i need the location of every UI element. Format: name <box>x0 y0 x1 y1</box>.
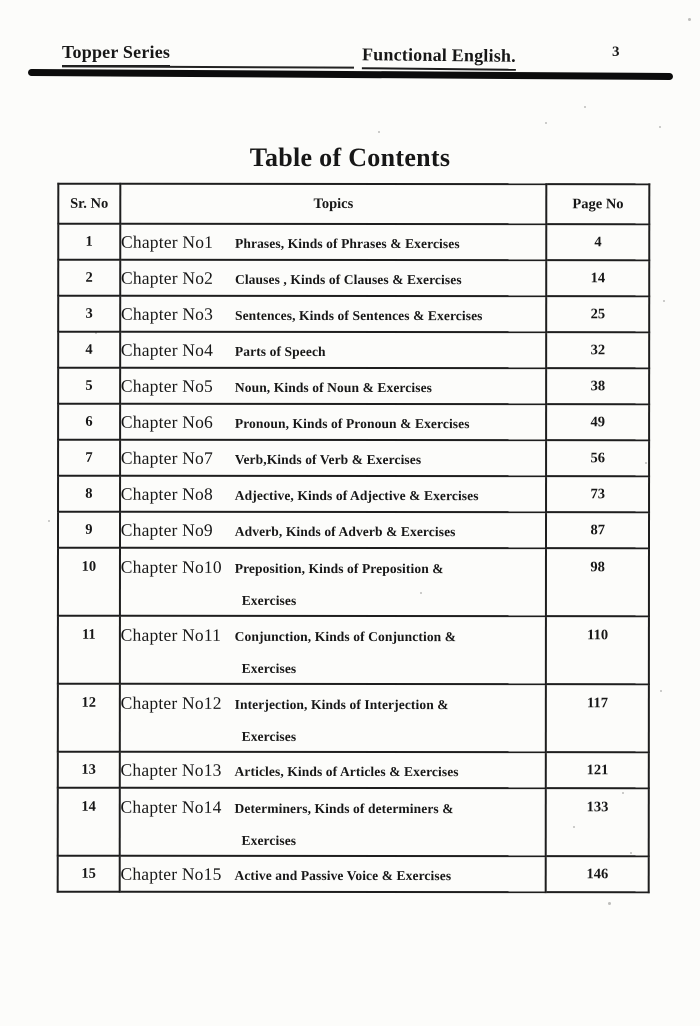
topic-cell <box>120 616 547 684</box>
topic-cell <box>120 296 547 332</box>
chapter-label: Chapter No13 <box>120 759 222 780</box>
page-no-cell: 73 <box>546 476 649 512</box>
chapter-label: Chapter No9 <box>120 519 213 540</box>
topic-text: Clauses , Kinds of Clauses & Exercises <box>234 271 462 287</box>
chapter-label: Chapter No8 <box>120 483 213 504</box>
chapter-label: Chapter No12 <box>120 692 222 713</box>
col-header-page-no: Page No <box>547 184 650 224</box>
table-row <box>58 616 649 685</box>
topic-line1 <box>121 519 546 540</box>
page-no-cell: 110 <box>546 616 649 684</box>
topic-cell <box>120 752 547 788</box>
scan-noise-dot <box>584 106 586 108</box>
topic-cell <box>120 368 547 404</box>
scan-noise-dot <box>622 792 624 794</box>
topic-line1 <box>121 339 546 360</box>
table-row <box>58 368 649 405</box>
table-row <box>58 404 649 441</box>
topic-text-line2: Exercises <box>241 660 297 676</box>
page-no-cell: 14 <box>547 260 650 296</box>
chapter-label: Chapter No10 <box>120 556 222 577</box>
sr-no-cell: 5 <box>58 368 120 404</box>
topic-cell <box>120 260 547 296</box>
series-title: Topper Series <box>62 42 170 67</box>
topic-line1 <box>121 411 546 432</box>
topic-text: Active and Passive Voice & Exercises <box>234 867 452 883</box>
topic-cell <box>120 548 547 616</box>
topic-line1 <box>121 549 546 578</box>
topic-line1 <box>121 789 546 818</box>
sr-no-cell: 8 <box>58 476 120 512</box>
topic-text: Conjunction, Kinds of Conjunction & <box>234 628 457 645</box>
sr-no-cell: 15 <box>58 856 120 892</box>
topic-text: Noun, Kinds of Noun & Exercises <box>234 379 433 395</box>
book-title: Functional English. <box>362 44 516 71</box>
topic-text: Determiners, Kinds of determiners & <box>234 800 454 817</box>
sr-no-cell: 2 <box>58 260 120 296</box>
scan-noise-dot <box>663 300 665 302</box>
table-row <box>58 752 649 789</box>
topic-text-line2: Exercises <box>241 832 297 848</box>
table-row <box>58 224 649 261</box>
sr-no-cell: 12 <box>58 684 120 752</box>
page-no-cell: 121 <box>546 752 649 788</box>
sr-no-cell: 7 <box>58 440 120 476</box>
scan-noise-dot <box>630 852 632 854</box>
topic-cell <box>119 788 546 856</box>
chapter-label: Chapter No4 <box>120 339 214 360</box>
table-header-row <box>58 184 649 225</box>
table-row <box>58 548 649 617</box>
scan-noise-dot <box>420 592 422 594</box>
table-row <box>58 332 649 369</box>
topic-text: Articles, Kinds of Articles & Exercises <box>234 763 459 779</box>
topic-line1 <box>121 685 546 714</box>
chapter-label: Chapter No3 <box>120 303 214 324</box>
table-row <box>58 296 649 333</box>
topic-text: Pronoun, Kinds of Pronoun & Exercises <box>234 415 470 431</box>
page-no-cell: 38 <box>546 368 649 404</box>
col-header-sr-no: Sr. No <box>58 184 120 224</box>
page-no-cell: 32 <box>547 332 650 368</box>
scan-noise-dot <box>608 902 611 905</box>
scan-noise-dot <box>688 18 691 21</box>
chapter-label: Chapter No2 <box>120 267 214 288</box>
scan-noise-dot <box>48 520 50 522</box>
page-no-cell: 98 <box>546 548 649 616</box>
sr-no-cell: 9 <box>58 512 120 548</box>
page-no-cell: 56 <box>546 440 649 476</box>
sr-no-cell: 3 <box>58 296 120 332</box>
topic-text: Adjective, Kinds of Adjective & Exercises <box>234 487 479 503</box>
chapter-label: Chapter No6 <box>120 411 214 432</box>
topic-text-line2: Exercises <box>241 592 297 608</box>
topic-cell <box>120 440 547 476</box>
page-no-cell: 25 <box>547 296 650 332</box>
topic-text: Phrases, Kinds of Phrases & Exercises <box>235 235 460 251</box>
col-header-topics: Topics <box>120 184 547 224</box>
header-underline-rule <box>62 65 354 68</box>
toc-table <box>57 183 651 894</box>
toc-title: Table of Contents <box>249 143 451 172</box>
topic-cell <box>120 476 547 512</box>
topic-text: Preposition, Kinds of Preposition & <box>234 560 444 577</box>
topic-line1 <box>121 231 546 252</box>
page-no-cell: 133 <box>546 788 649 856</box>
topic-text: Interjection, Kinds of Interjection & <box>234 696 449 713</box>
page-no-cell: 87 <box>546 512 649 548</box>
page-no-cell: 117 <box>546 684 649 752</box>
topic-cell <box>120 512 547 548</box>
topic-line1 <box>121 447 546 468</box>
topic-line1 <box>121 303 546 324</box>
chapter-label: Chapter No1 <box>121 231 214 252</box>
scan-noise-dot <box>573 826 575 828</box>
topic-line1 <box>121 759 546 780</box>
topic-cell <box>119 856 546 892</box>
chapter-label: Chapter No14 <box>120 796 222 817</box>
chapter-label: Chapter No5 <box>120 375 214 396</box>
topic-line1 <box>121 483 546 504</box>
topic-line1 <box>121 375 546 396</box>
page-no-cell: 4 <box>547 224 650 260</box>
sr-no-cell: 1 <box>58 224 120 260</box>
topic-line1 <box>120 863 545 884</box>
topic-text: Parts of Speech <box>234 343 326 359</box>
chapter-label: Chapter No15 <box>120 863 222 884</box>
scan-noise-dot <box>545 122 547 124</box>
topic-line1 <box>121 267 546 288</box>
page-number: 3 <box>612 44 620 60</box>
topic-cell <box>120 224 547 260</box>
page-no-cell: 49 <box>546 404 649 440</box>
topic-text: Verb,Kinds of Verb & Exercises <box>234 451 422 467</box>
scan-noise-dot <box>95 332 97 334</box>
table-row <box>58 512 649 549</box>
topic-cell <box>120 404 547 440</box>
chapter-label: Chapter No11 <box>120 624 222 645</box>
topic-line1 <box>121 617 546 646</box>
topic-text: Sentences, Kinds of Sentences & Exercises <box>234 307 483 323</box>
scan-noise-dot <box>660 690 662 692</box>
topic-text-line2: Exercises <box>241 728 297 744</box>
table-row <box>58 788 649 857</box>
topic-cell <box>120 332 547 368</box>
sr-no-cell: 11 <box>58 616 120 684</box>
sr-no-cell: 4 <box>58 332 120 368</box>
page-no-cell: 146 <box>546 856 649 892</box>
table-row <box>58 440 649 477</box>
scan-noise-dot <box>378 131 380 133</box>
header-divider-rule <box>28 69 673 80</box>
sr-no-cell: 14 <box>58 788 120 856</box>
scan-noise-dot <box>645 462 647 464</box>
table-row <box>58 260 649 297</box>
topic-text: Adverb, Kinds of Adverb & Exercises <box>234 523 456 539</box>
chapter-label: Chapter No7 <box>120 447 213 468</box>
table-row <box>58 684 649 753</box>
scan-noise-dot <box>659 126 661 128</box>
table-row <box>58 856 649 893</box>
sr-no-cell: 13 <box>58 752 120 788</box>
sr-no-cell: 6 <box>58 404 120 440</box>
table-row <box>58 476 649 513</box>
sr-no-cell: 10 <box>58 548 120 616</box>
topic-cell <box>120 684 547 752</box>
